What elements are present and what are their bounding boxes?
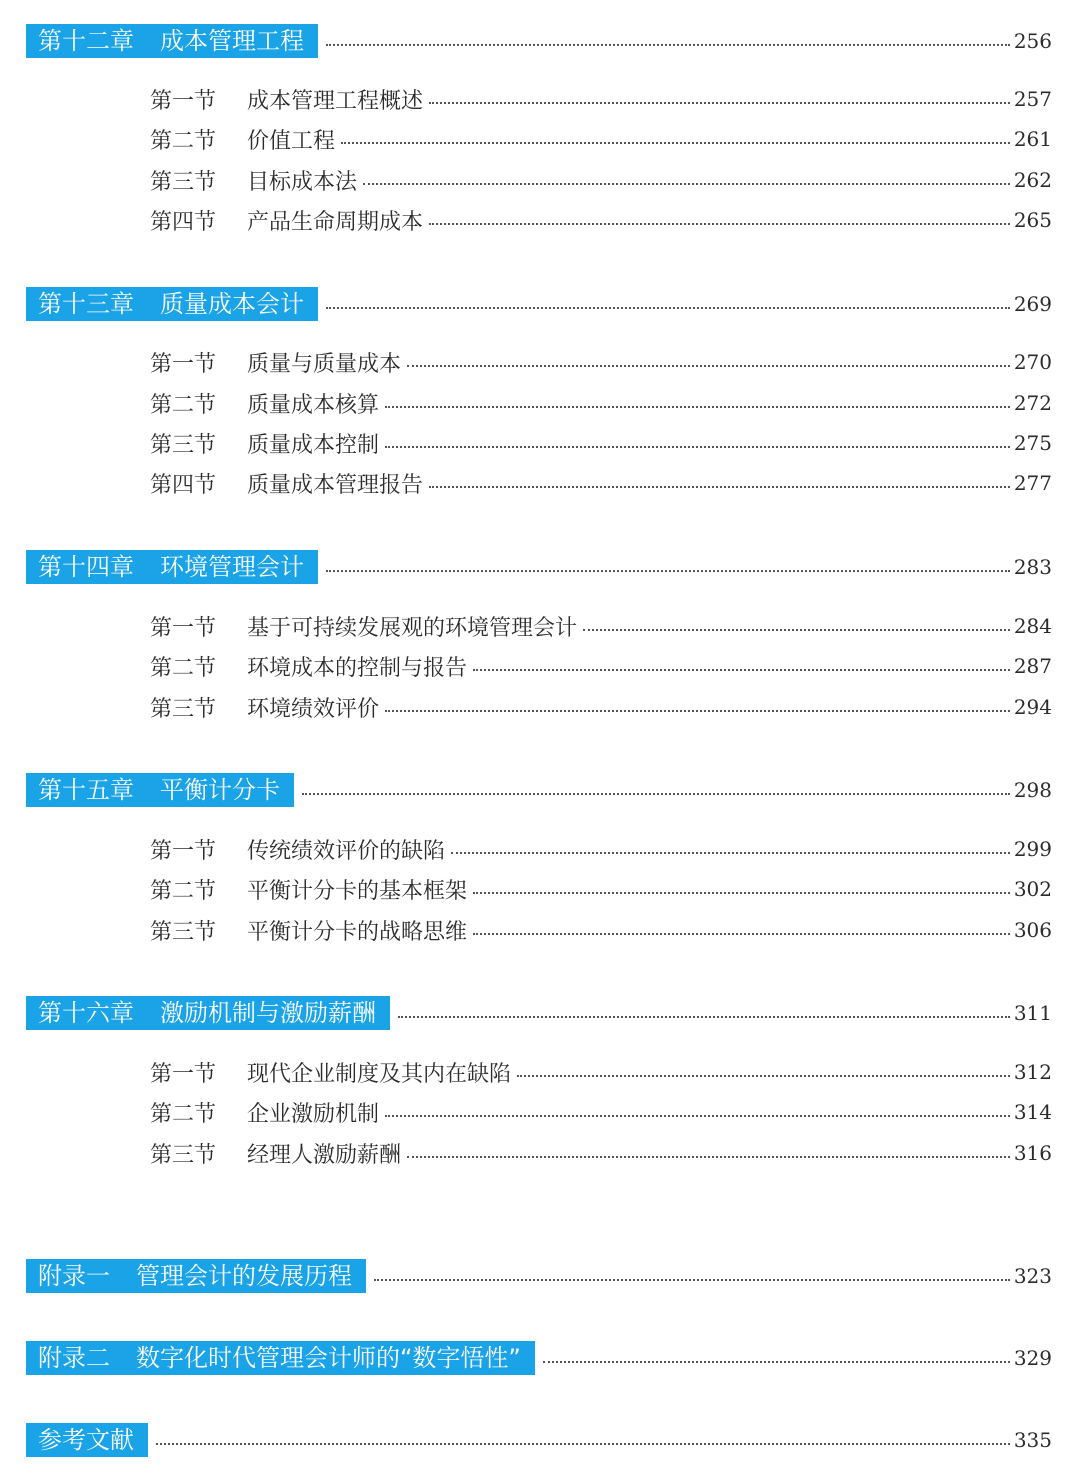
page-number: 298 (1013, 778, 1052, 802)
toc-section[interactable] (150, 119, 1052, 159)
toc-section[interactable] (150, 687, 1052, 727)
page-number: 277 (1013, 471, 1052, 495)
dot-leader (156, 1443, 1010, 1445)
page-number: 265 (1013, 208, 1052, 232)
dot-leader (326, 570, 1010, 572)
page-number: 299 (1013, 837, 1052, 861)
references-title: 参考文献 (38, 1426, 134, 1454)
chapter-title: 环境管理会计 (160, 553, 304, 581)
chapter-heading-chip (26, 24, 318, 58)
dot-leader (385, 1115, 1010, 1117)
toc-references[interactable] (26, 1420, 1052, 1460)
dot-leader (398, 1016, 1010, 1018)
chapter-title: 成本管理工程 (160, 27, 304, 55)
chapter-title: 激励机制与激励薪酬 (160, 999, 376, 1027)
section-title: 环境绩效评价 (247, 696, 380, 722)
toc-section[interactable] (150, 423, 1052, 463)
toc-section[interactable] (150, 1092, 1052, 1132)
section-title: 质量成本核算 (247, 392, 380, 418)
toc-section[interactable] (150, 200, 1052, 240)
chapter-heading-chip (26, 550, 318, 584)
chapter-number: 第十四章 (38, 553, 134, 581)
page-number: 272 (1013, 391, 1052, 415)
toc-chapter-15[interactable] (26, 770, 1052, 810)
section-title: 基于可持续发展观的环境管理会计 (247, 615, 578, 641)
chapter-heading-chip (26, 287, 318, 321)
dot-leader (407, 1156, 1010, 1158)
dot-leader (341, 142, 1010, 144)
section-title: 平衡计分卡的战略思维 (247, 919, 468, 945)
appendix-number: 附录一 (38, 1262, 110, 1290)
dot-leader (429, 486, 1010, 488)
section-title: 企业激励机制 (247, 1101, 380, 1127)
page-number: 262 (1013, 168, 1052, 192)
section-number: 第二节 (150, 128, 217, 154)
section-title: 质量与质量成本 (247, 351, 402, 377)
page-number: 316 (1013, 1141, 1052, 1165)
section-number: 第四节 (150, 209, 217, 235)
appendix-title: 管理会计的发展历程 (136, 1262, 352, 1290)
toc-chapter-12[interactable] (26, 21, 1052, 61)
page-number: 269 (1013, 292, 1052, 316)
appendix-title: 数字化时代管理会计师的“数字悟性” (136, 1344, 521, 1372)
section-number: 第二节 (150, 392, 217, 418)
chapter-number: 第十六章 (38, 999, 134, 1027)
dot-leader (473, 933, 1010, 935)
section-title: 质量成本管理报告 (247, 472, 424, 498)
section-title: 产品生命周期成本 (247, 209, 424, 235)
toc-section[interactable] (150, 160, 1052, 200)
section-number: 第三节 (150, 919, 217, 945)
toc-section[interactable] (150, 383, 1052, 423)
page-number: 261 (1013, 127, 1052, 151)
section-number: 第二节 (150, 1101, 217, 1127)
page-number: 257 (1013, 87, 1052, 111)
page-number: 311 (1013, 1001, 1052, 1025)
toc-appendix-2[interactable] (26, 1338, 1052, 1378)
references-heading-chip (26, 1423, 148, 1457)
section-title: 环境成本的控制与报告 (247, 655, 468, 681)
chapter-number: 第十三章 (38, 290, 134, 318)
section-title: 价值工程 (247, 128, 336, 154)
toc-section[interactable] (150, 869, 1052, 909)
page-number: 314 (1013, 1100, 1052, 1124)
page-number: 270 (1013, 350, 1052, 374)
toc-chapter-16[interactable] (26, 993, 1052, 1033)
section-number: 第四节 (150, 472, 217, 498)
dot-leader (429, 102, 1010, 104)
page-number: 335 (1013, 1428, 1052, 1452)
page-number: 306 (1013, 918, 1052, 942)
section-title: 传统绩效评价的缺陷 (247, 838, 446, 864)
dot-leader (517, 1075, 1010, 1077)
section-title: 现代企业制度及其内在缺陷 (247, 1061, 512, 1087)
dot-leader (451, 852, 1010, 854)
section-number: 第三节 (150, 169, 217, 195)
section-title: 目标成本法 (247, 169, 358, 195)
page-number: 275 (1013, 431, 1052, 455)
page-number: 323 (1013, 1264, 1052, 1288)
section-title: 经理人激励薪酬 (247, 1142, 402, 1168)
dot-leader (543, 1361, 1010, 1363)
section-number: 第三节 (150, 1142, 217, 1168)
chapter-title: 质量成本会计 (160, 290, 304, 318)
page-number: 302 (1013, 877, 1052, 901)
chapter-title: 平衡计分卡 (160, 776, 280, 804)
dot-leader (583, 629, 1010, 631)
toc-section[interactable] (150, 1052, 1052, 1092)
chapter-heading-chip (26, 773, 294, 807)
section-title: 质量成本控制 (247, 432, 380, 458)
toc-section[interactable] (150, 910, 1052, 950)
dot-leader (363, 183, 1010, 185)
toc-section[interactable] (150, 646, 1052, 686)
dot-leader (385, 446, 1010, 448)
section-number: 第二节 (150, 655, 217, 681)
dot-leader (302, 793, 1010, 795)
section-number: 第一节 (150, 1061, 217, 1087)
page-number: 312 (1013, 1060, 1052, 1084)
toc-appendix-1[interactable] (26, 1256, 1052, 1296)
section-number: 第三节 (150, 432, 217, 458)
section-number: 第一节 (150, 351, 217, 377)
toc-section[interactable] (150, 342, 1052, 382)
dot-leader (326, 44, 1010, 46)
appendix-heading-chip (26, 1341, 535, 1375)
dot-leader (326, 307, 1010, 309)
section-number: 第三节 (150, 696, 217, 722)
dot-leader (473, 892, 1010, 894)
section-number: 第一节 (150, 88, 217, 114)
page-number: 284 (1013, 614, 1052, 638)
toc-section[interactable] (150, 829, 1052, 869)
section-number: 第一节 (150, 838, 217, 864)
section-number: 第一节 (150, 615, 217, 641)
page-number: 256 (1013, 29, 1052, 53)
toc-chapter-14[interactable] (26, 547, 1052, 587)
section-title: 平衡计分卡的基本框架 (247, 878, 468, 904)
appendix-heading-chip (26, 1259, 366, 1293)
chapter-number: 第十五章 (38, 776, 134, 804)
dot-leader (385, 710, 1010, 712)
toc-section[interactable] (150, 463, 1052, 503)
page-number: 283 (1013, 555, 1052, 579)
chapter-heading-chip (26, 996, 390, 1030)
dot-leader (429, 223, 1010, 225)
toc-section[interactable] (150, 79, 1052, 119)
dot-leader (407, 365, 1010, 367)
page-number: 329 (1013, 1346, 1052, 1370)
dot-leader (374, 1279, 1010, 1281)
section-number: 第二节 (150, 878, 217, 904)
page-number: 287 (1013, 654, 1052, 678)
toc-section[interactable] (150, 606, 1052, 646)
dot-leader (385, 406, 1010, 408)
page-number: 294 (1013, 695, 1052, 719)
chapter-number: 第十二章 (38, 27, 134, 55)
dot-leader (473, 669, 1010, 671)
toc-chapter-13[interactable] (26, 284, 1052, 324)
toc-section[interactable] (150, 1133, 1052, 1173)
appendix-number: 附录二 (38, 1344, 110, 1372)
section-title: 成本管理工程概述 (247, 88, 424, 114)
